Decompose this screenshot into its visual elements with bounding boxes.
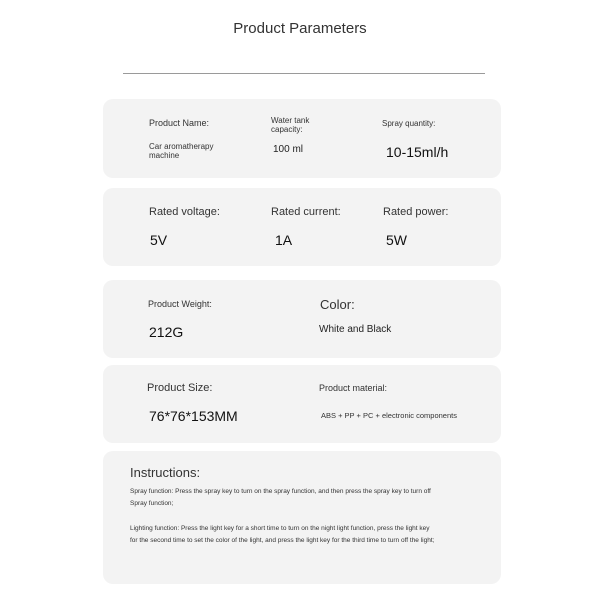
product-name-value-line2: machine	[149, 151, 180, 160]
rated-power-label: Rated power:	[383, 206, 449, 218]
product-weight-label: Product Weight:	[148, 299, 212, 309]
product-name-value	[149, 142, 213, 160]
product-name-label: Product Name:	[149, 118, 210, 128]
title-divider	[123, 73, 485, 74]
tank-capacity-value: 100 ml	[273, 144, 304, 155]
rated-voltage-value: 5V	[150, 232, 168, 248]
spray-function-text	[130, 486, 495, 510]
product-name-value-line1: Car aromatherapy	[149, 142, 214, 151]
card-weight-color	[103, 280, 501, 358]
lighting-function-text	[130, 523, 495, 547]
product-material-value: ABS + PP + PC + electronic components	[321, 411, 457, 420]
product-material-label: Product material:	[319, 383, 388, 393]
lighting-function-line1: Lighting function: Press the light key for a short time to turn on the night light function, press the light key	[130, 525, 430, 532]
color-value: White and Black	[319, 324, 392, 335]
spray-quantity-label: Spray quantity:	[382, 119, 436, 128]
rated-current-value: 1A	[275, 232, 293, 248]
card-instructions	[103, 451, 501, 584]
product-weight-value: 212G	[149, 324, 184, 340]
product-size-value: 76*76*153MM	[149, 408, 238, 424]
card-electrical	[103, 188, 501, 266]
rated-voltage-label: Rated voltage:	[149, 206, 220, 218]
color-label: Color:	[320, 297, 355, 312]
rated-current-label: Rated current:	[271, 206, 341, 218]
spray-function-line1: Spray function: Press the spray key to turn on the spray function, and then press the spray key to turn off	[130, 488, 431, 495]
spray-function-line2: Spray function;	[130, 500, 174, 507]
rated-power-value: 5W	[386, 232, 407, 248]
lighting-function-line2: for the second time to set the color of the light, and press the light key for the third time to turn off the light;	[130, 537, 435, 544]
instructions-heading: Instructions:	[130, 465, 201, 480]
tank-capacity-label-line1: Water tank	[271, 116, 310, 125]
card-product-info	[103, 99, 501, 178]
tank-capacity-label	[271, 116, 309, 134]
product-size-label: Product Size:	[147, 382, 213, 394]
page-title: Product Parameters	[233, 20, 367, 37]
card-size-material	[103, 365, 501, 443]
spray-quantity-value: 10-15ml/h	[386, 144, 449, 160]
tank-capacity-label-line2: capacity:	[271, 125, 303, 134]
